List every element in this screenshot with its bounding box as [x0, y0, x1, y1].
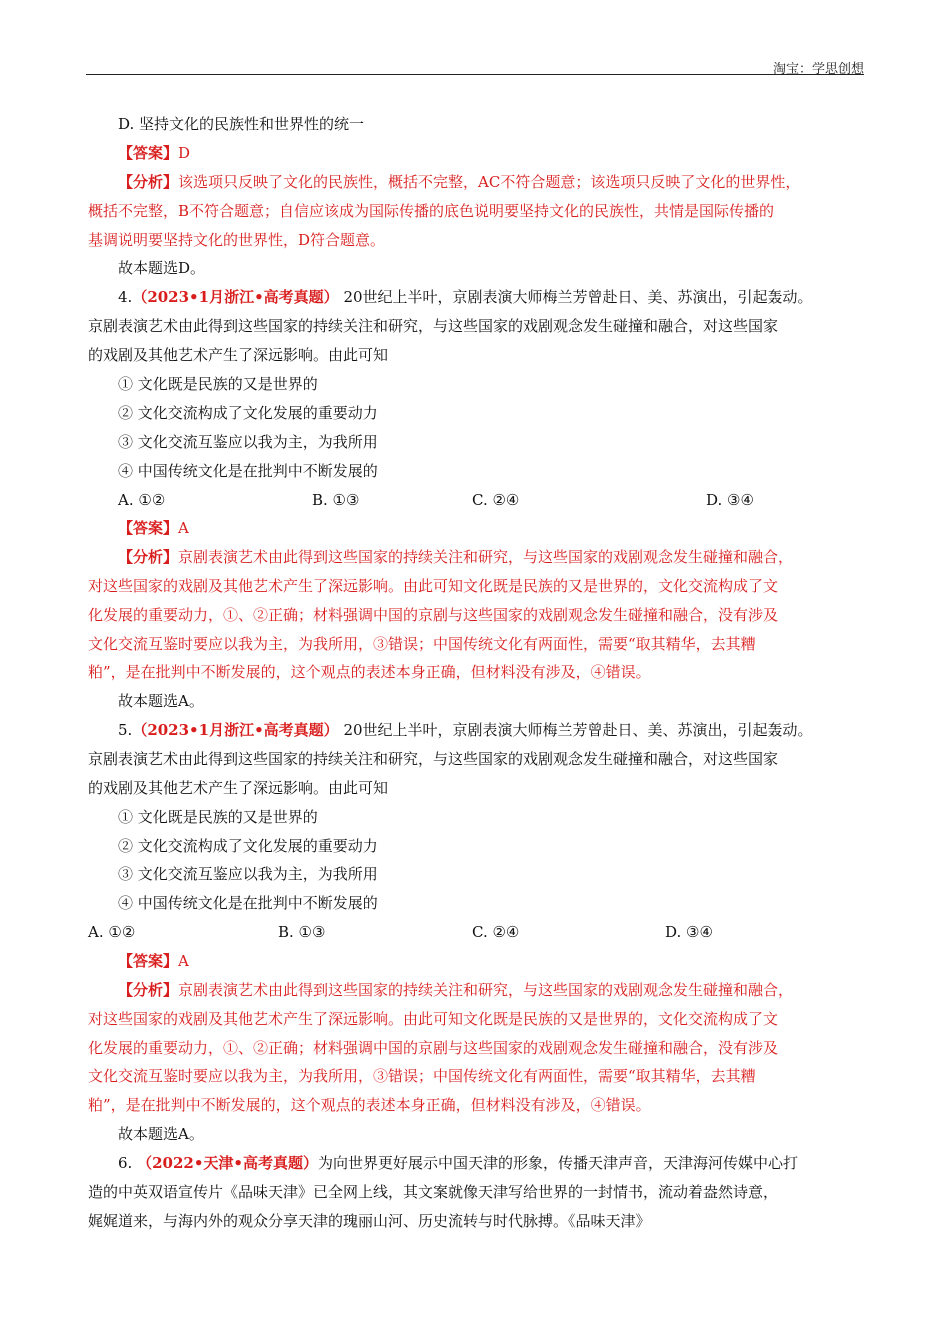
q5-option-c: C. ②④	[472, 923, 520, 941]
q4-statement-1: ① 文化既是民族的又是世界的	[118, 375, 318, 393]
q5-stem-line-3: 的戏剧及其他艺术产生了深远影响。由此可知	[88, 779, 389, 797]
q5-statement-3: ③ 文化交流互鉴应以我为主，为我所用	[118, 865, 378, 883]
answer-tag: 【答案】	[118, 144, 179, 162]
answer-value: D	[178, 144, 191, 162]
q4-analysis-line-1: 【分析】京剧表演艺术由此得到这些国家的持续关注和研究，与这些国家的戏剧观念发生碰撞和融合，	[118, 548, 794, 566]
q5-number: 5.	[118, 721, 133, 739]
q4-statement-4: ④ 中国传统文化是在批判中不断发展的	[118, 462, 378, 480]
q4-analysis-line-5: 粕”，是在批判中不断发展的，这个观点的表述本身正确，但材料没有涉及，④错误。	[88, 663, 651, 681]
q5-analysis-line-3: 化发展的重要动力，①、②正确；材料强调中国的京剧与这些国家的戏剧观念发生碰撞和融合，没有涉及	[88, 1039, 779, 1057]
answer-tag: 【答案】	[118, 519, 179, 537]
q5-analysis-line-5: 粕”，是在批判中不断发展的，这个观点的表述本身正确，但材料没有涉及，④错误。	[88, 1096, 651, 1114]
q6-stem-line-3: 娓娓道来，与海内外的观众分享天津的瑰丽山河、历史流转与时代脉搏。《品味天津》	[88, 1212, 651, 1230]
q6-number: 6.	[118, 1154, 133, 1172]
q3-analysis-line-2: 概括不完整，B不符合题意；自信应该成为国际传播的底色说明要坚持文化的民族性，共情是国际传播的	[88, 202, 775, 220]
q4-statement-3: ③ 文化交流互鉴应以我为主，为我所用	[118, 433, 378, 451]
q4-conclusion: 故本题选A。	[118, 692, 204, 710]
q5-source: （2023•1月浙江•高考真题）	[132, 721, 339, 739]
q4-analysis-line-3: 化发展的重要动力，①、②正确；材料强调中国的京剧与这些国家的戏剧观念发生碰撞和融合，没有涉及	[88, 606, 779, 624]
page-header	[86, 54, 864, 75]
answer-tag: 【答案】	[118, 952, 179, 970]
q5-conclusion: 故本题选A。	[118, 1125, 204, 1143]
q5-stem-line-2: 京剧表演艺术由此得到这些国家的持续关注和研究，与这些国家的戏剧观念发生碰撞和融合，对这些国家	[88, 750, 779, 768]
q3-option-d: D. 坚持文化的民族性和世界性的统一	[118, 115, 365, 133]
q3-answer	[118, 143, 190, 163]
q4-number: 4.	[118, 288, 133, 306]
q5-answer	[118, 951, 189, 971]
analysis-tag: 【分析】	[118, 173, 179, 191]
q5-option-b: B. ①③	[278, 923, 326, 941]
q5-stem-line-1: 5.（2023•1月浙江•高考真题） 20世纪上半叶，京剧表演大师梅兰芳曾赴日、美、苏演出，引起轰动。	[118, 721, 813, 739]
answer-value: A	[178, 952, 189, 970]
q4-analysis-line-4: 文化交流互鉴时要应以我为主，为我所用，③错误；中国传统文化有两面性，需要“取其精华，去其糟	[88, 635, 756, 653]
q5-analysis-line-2: 对这些国家的戏剧及其他艺术产生了深远影响。由此可知文化既是民族的又是世界的，文化交流构成了文	[88, 1010, 779, 1028]
q5-option-a: A. ①②	[88, 923, 136, 941]
header-text: 淘宝：学思创想	[772, 62, 864, 77]
q6-stem-line-1: 6. （2022•天津•高考真题）为向世界更好展示中国天津的形象，传播天津声音，天津海河传媒中心打	[118, 1154, 799, 1172]
q4-option-a: A. ①②	[118, 491, 166, 509]
q5-statement-1: ① 文化既是民族的又是世界的	[118, 808, 318, 826]
q6-source: （2022•天津•高考真题）	[137, 1154, 319, 1172]
analysis-tag: 【分析】	[118, 981, 179, 999]
q4-source: （2023•1月浙江•高考真题）	[132, 288, 339, 306]
q4-stem-line-3: 的戏剧及其他艺术产生了深远影响。由此可知	[88, 346, 389, 364]
q4-statement-2: ② 文化交流构成了文化发展的重要动力	[118, 404, 378, 422]
q4-stem-line-1: 4.（2023•1月浙江•高考真题） 20世纪上半叶，京剧表演大师梅兰芳曾赴日、美、苏演出，引起轰动。	[118, 288, 813, 306]
analysis-tag: 【分析】	[118, 548, 179, 566]
q4-option-d: D. ③④	[706, 491, 754, 509]
q3-analysis-line-1: 【分析】该选项只反映了文化的民族性，概括不完整，AC不符合题意；该选项只反映了文化的世界性，	[118, 173, 801, 191]
q5-statement-2: ② 文化交流构成了文化发展的重要动力	[118, 837, 378, 855]
q5-analysis-line-1: 【分析】京剧表演艺术由此得到这些国家的持续关注和研究，与这些国家的戏剧观念发生碰撞和融合，	[118, 981, 794, 999]
q4-analysis-line-2: 对这些国家的戏剧及其他艺术产生了深远影响。由此可知文化既是民族的又是世界的，文化交流构成了文	[88, 577, 779, 595]
q6-stem-line-2: 造的中英双语宣传片《品味天津》已全网上线，其文案就像天津写给世界的一封情书，流动着盎然诗意，	[88, 1183, 779, 1201]
q4-stem-line-2: 京剧表演艺术由此得到这些国家的持续关注和研究，与这些国家的戏剧观念发生碰撞和融合，对这些国家	[88, 317, 779, 335]
q3-analysis-line-3: 基调说明要坚持文化的世界性，D符合题意。	[88, 231, 386, 249]
q4-option-c: C. ②④	[472, 491, 520, 509]
q3-conclusion: 故本题选D。	[118, 259, 206, 277]
q5-analysis-line-4: 文化交流互鉴时要应以我为主，为我所用，③错误；中国传统文化有两面性，需要“取其精华，去其糟	[88, 1067, 756, 1085]
q5-option-d: D. ③④	[665, 923, 713, 941]
q4-option-b: B. ①③	[312, 491, 360, 509]
answer-value: A	[178, 519, 189, 537]
q4-answer	[118, 518, 189, 538]
q5-statement-4: ④ 中国传统文化是在批判中不断发展的	[118, 894, 378, 912]
